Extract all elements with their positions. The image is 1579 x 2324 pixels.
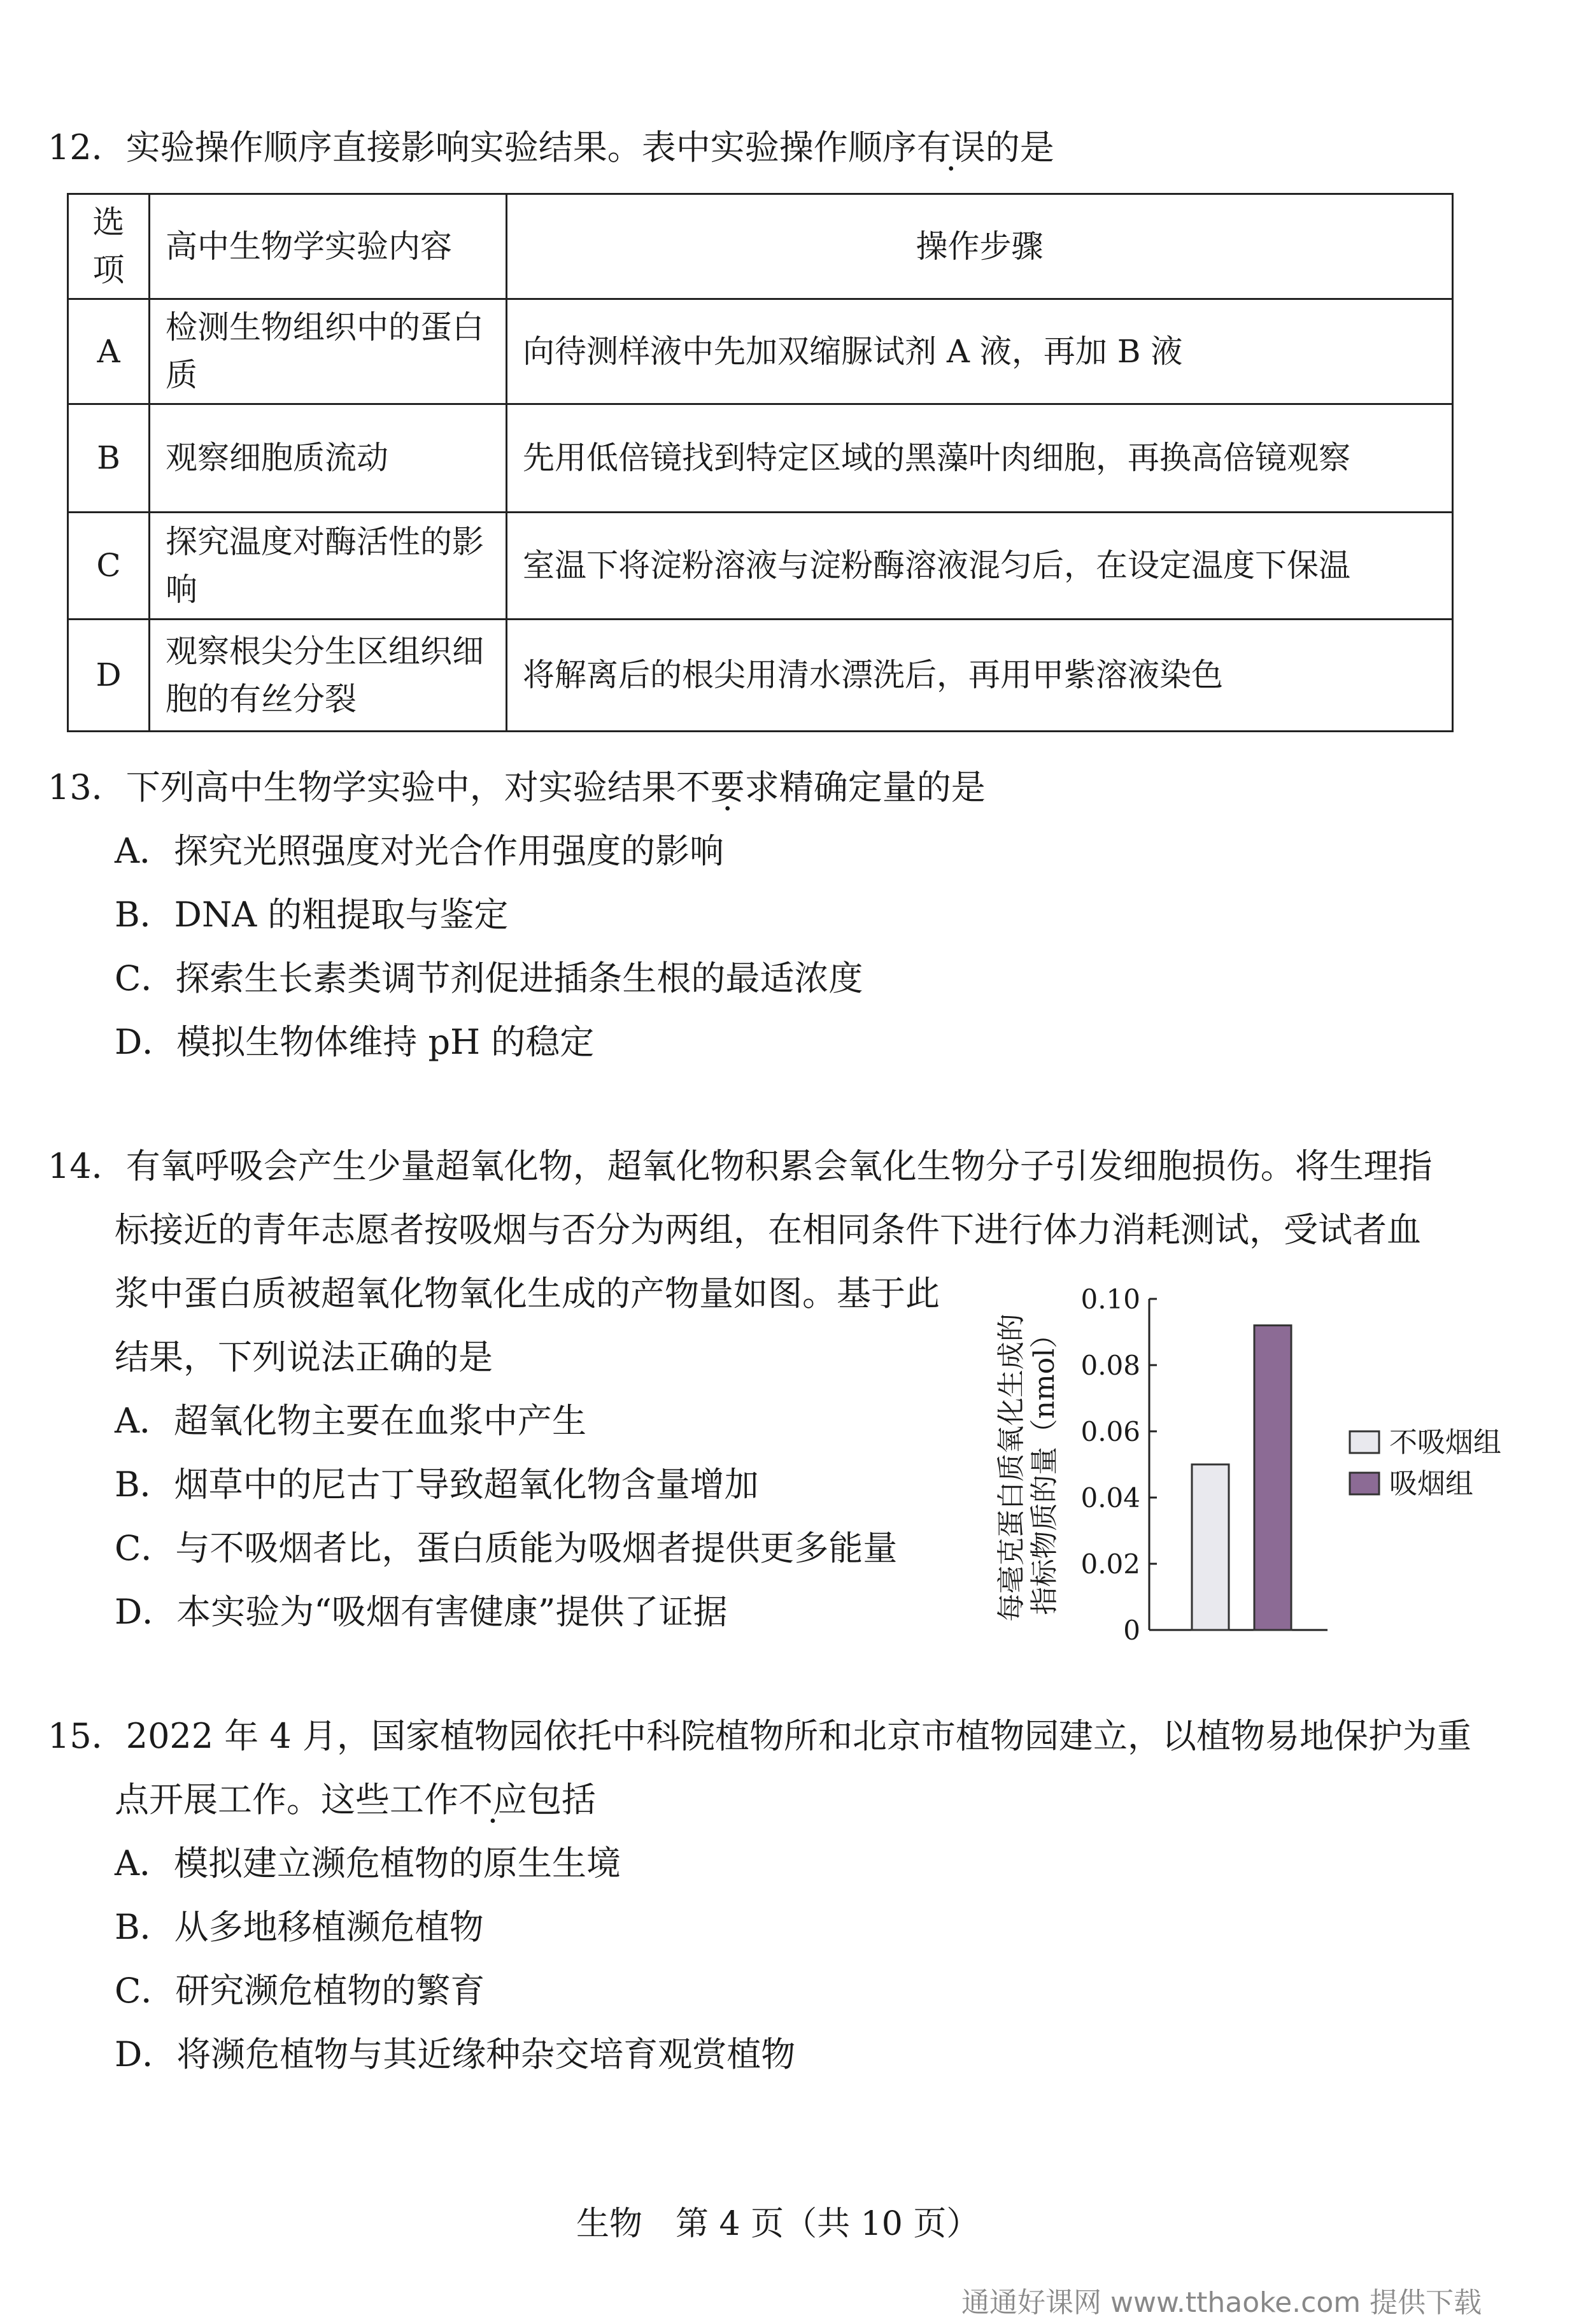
q15-stem-emphasis: 不应 bbox=[458, 1780, 527, 1820]
q12-stem-before: 12．实验操作顺序直接影响实验结果。表中实验操作顺序 bbox=[48, 127, 917, 167]
q13-stem-after: 精确定量的是 bbox=[779, 767, 986, 807]
chart-bar-smoker bbox=[1254, 1326, 1291, 1630]
q14-stem-line: 结果，下列说法正确的是 bbox=[115, 1337, 493, 1377]
q15-stem-line2 bbox=[115, 1780, 596, 1820]
chart-y-tick-label: 0.02 bbox=[1080, 1548, 1140, 1580]
chart-legend-swatch bbox=[1350, 1431, 1379, 1453]
q12-table-row bbox=[68, 299, 1453, 404]
chart-y-tick-label: 0.04 bbox=[1080, 1482, 1140, 1513]
q13-option-d: D．模拟生物体维持 pH 的稳定 bbox=[115, 1022, 595, 1062]
q15-stem-after: 包括 bbox=[527, 1780, 596, 1820]
q14-bar-chart bbox=[993, 1280, 1503, 1643]
chart-legend-label: 吸烟组 bbox=[1389, 1468, 1473, 1500]
chart-bar-nonsmoker bbox=[1192, 1464, 1229, 1630]
q12-row-steps: 室温下将淀粉溶液与淀粉酶溶液混匀后，在设定温度下保温 bbox=[507, 513, 1453, 620]
q12-stem-after: 的是 bbox=[985, 127, 1054, 167]
q12-row-steps: 先用低倍镜找到特定区域的黑藻叶肉细胞，再换高倍镜观察 bbox=[507, 404, 1453, 513]
q12-header-option: 选项 bbox=[68, 194, 150, 299]
q13-stem bbox=[48, 767, 986, 807]
q15-option-a: A．模拟建立濒危植物的原生生境 bbox=[115, 1843, 621, 1883]
q13-option-a: A．探究光照强度对光合作用强度的影响 bbox=[115, 831, 724, 871]
q12-table bbox=[67, 193, 1454, 732]
q15-option-b: B．从多地移植濒危植物 bbox=[115, 1907, 484, 1947]
q12-row-option: B bbox=[68, 404, 150, 513]
q13-option-c: C．探索生长素类调节剂促进插条生根的最适浓度 bbox=[115, 958, 863, 998]
q14-stem-line: 标接近的青年志愿者按吸烟与否分为两组，在相同条件下进行体力消耗测试，受试者血 bbox=[115, 1210, 1421, 1250]
q12-header-steps: 操作步骤 bbox=[507, 194, 1453, 299]
q13-stem-before: 13．下列高中生物学实验中，对实验结果 bbox=[48, 767, 676, 807]
q15-stem-line: 15．2022 年 4 月，国家植物园依托中科院植物所和北京市植物园建立，以植物易地保护为重 bbox=[48, 1716, 1471, 1756]
q12-header-content: 高中生物学实验内容 bbox=[150, 194, 507, 299]
q15-stem-before: 点开展工作。这些工作 bbox=[115, 1780, 458, 1820]
chart-y-axis-label-line2: 指标物质的量（nmol） bbox=[1028, 1320, 1061, 1615]
q12-row-content: 观察根尖分生区组织细胞的有丝分裂 bbox=[150, 620, 507, 732]
page-footer: 生物 第 4 页（共 10 页） bbox=[576, 2205, 980, 2243]
q13-stem-emphasis: 不要求 bbox=[676, 767, 779, 807]
q12-table-row bbox=[68, 404, 1453, 513]
chart-legend-label: 不吸烟组 bbox=[1389, 1426, 1501, 1459]
q14-option-d: D．本实验为“吸烟有害健康”提供了证据 bbox=[115, 1592, 728, 1632]
q12-table-row bbox=[68, 513, 1453, 620]
q12-row-content: 检测生物组织中的蛋白质 bbox=[150, 299, 507, 404]
q14-option-b: B．烟草中的尼古丁导致超氧化物含量增加 bbox=[115, 1464, 759, 1505]
chart-y-tick-label: 0.08 bbox=[1080, 1350, 1140, 1381]
q12-row-steps: 向待测样液中先加双缩脲试剂 A 液，再加 B 液 bbox=[507, 299, 1453, 404]
chart-y-tick-label: 0 bbox=[1123, 1615, 1140, 1643]
q14-stem-line: 浆中蛋白质被超氧化物氧化生成的产物量如图。基于此 bbox=[115, 1273, 940, 1314]
q12-row-steps: 将解离后的根尖用清水漂洗后，再用甲紫溶液染色 bbox=[507, 620, 1453, 732]
q15-option-d: D．将濒危植物与其近缘种杂交培育观赏植物 bbox=[115, 2034, 796, 2074]
watermark: 通通好课网 www.tthaoke.com 提供下载 bbox=[961, 2286, 1482, 2319]
q12-table-header-row bbox=[68, 194, 1453, 299]
chart-legend-swatch bbox=[1350, 1473, 1379, 1494]
chart-y-tick-label: 0.10 bbox=[1080, 1284, 1140, 1315]
q12-table-row bbox=[68, 620, 1453, 732]
chart-y-tick-label: 0.06 bbox=[1080, 1416, 1140, 1447]
chart-y-axis-label-line1: 每毫克蛋白质氧化生成的 bbox=[995, 1314, 1028, 1622]
q14-stem-line: 14．有氧呼吸会产生少量超氧化物，超氧化物积累会氧化生物分子引发细胞损伤。将生理指 bbox=[48, 1146, 1433, 1186]
q12-row-content: 探究温度对酶活性的影响 bbox=[150, 513, 507, 620]
chart-canvas bbox=[993, 1280, 1503, 1643]
q12-stem bbox=[48, 127, 1054, 167]
q14-option-a: A．超氧化物主要在血浆中产生 bbox=[115, 1401, 586, 1441]
q13-option-b: B．DNA 的粗提取与鉴定 bbox=[115, 895, 509, 935]
q12-row-content: 观察细胞质流动 bbox=[150, 404, 507, 513]
q12-stem-emphasis: 有误 bbox=[916, 127, 986, 167]
q14-option-c: C．与不吸烟者比，蛋白质能为吸烟者提供更多能量 bbox=[115, 1528, 898, 1568]
q15-option-c: C．研究濒危植物的繁育 bbox=[115, 1971, 485, 2011]
q12-row-option: A bbox=[68, 299, 150, 404]
q12-row-option: C bbox=[68, 513, 150, 620]
q12-row-option: D bbox=[68, 620, 150, 732]
